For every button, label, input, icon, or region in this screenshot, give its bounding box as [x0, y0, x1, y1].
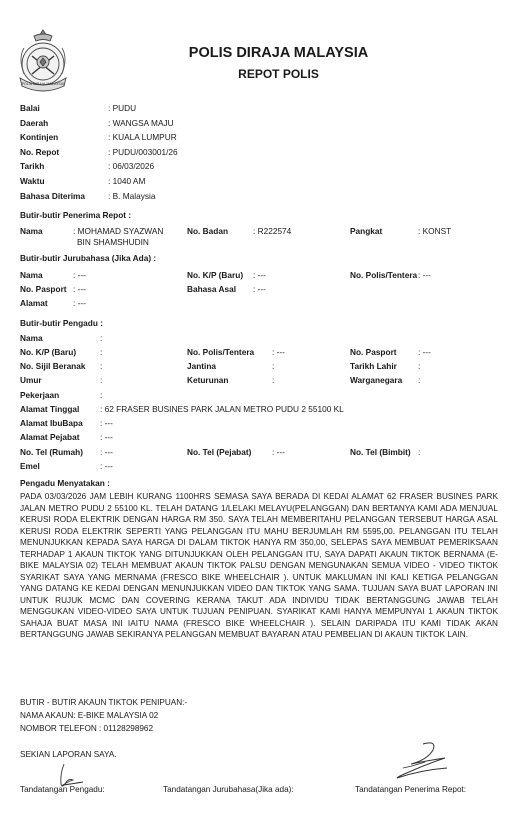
pengadu-keturunan-label: Keturunan: [187, 375, 229, 385]
penerima-nama-value: : MOHAMAD SYAZWAN: [73, 226, 164, 236]
pengadu-emel-label: Emel: [20, 461, 40, 471]
pengadu-kp-label: No. K/P (Baru): [20, 347, 77, 357]
pengadu-sijil-label: No. Sijil Beranak: [20, 361, 86, 371]
jurubahasa-pasport-value: : ---: [73, 284, 86, 294]
report-info-value: : PUDU: [108, 103, 137, 113]
report-info-value: : PUDU/003001/26: [108, 146, 178, 157]
report-info-label: Balai: [20, 103, 40, 113]
signature-label-penerima: Tandatangan Penerima Repot:: [355, 785, 467, 794]
jurubahasa-alamat-value: : ---: [73, 298, 86, 308]
penerima-badan-label: No. Badan: [187, 226, 229, 236]
jurubahasa-kp-value: : ---: [253, 270, 266, 280]
pengadu-lahir-value: :: [418, 361, 421, 371]
pengadu-warga-value: :: [418, 375, 421, 385]
pengadu-bimbit-value: :: [418, 447, 421, 457]
svg-text:POLIS DIRAJA MALAYSIA: POLIS DIRAJA MALAYSIA: [21, 82, 65, 86]
penerima-nama-value2: BIN SHAMSHUDIN: [77, 237, 149, 247]
section-heading-pengadu: Butir-butir Pengadu :: [20, 318, 103, 328]
jurubahasa-pasport-label: No. Pasport: [20, 284, 67, 294]
pengadu-sijil-value: :: [100, 361, 103, 371]
pengadu-nama-value: :: [100, 333, 103, 343]
pengadu-pejabat-label: Alamat Pejabat: [20, 432, 80, 442]
jurubahasa-nama-value: : ---: [73, 270, 86, 280]
pengadu-lahir-label: Tarikh Lahir: [350, 361, 397, 371]
penerima-badan-value: : R222574: [253, 226, 292, 236]
jurubahasa-alamat-label: Alamat: [20, 298, 48, 308]
pengadu-emel-value: : ---: [100, 461, 113, 471]
section-heading-jurubahasa: Butir-butir Jurubahasa (Jika Ada) :: [20, 253, 157, 263]
akaun-line-1: BUTIR - BUTIR AKAUN TIKTOK PENIPUAN:-: [20, 698, 188, 707]
statement-text: PADA 03/03/2026 JAM LEBIH KURANG 1100HRS SEMASA SAYA BERADA DI KEDAI ALAMAT 62 FRASER BUSINES PARK JALAN METRO PUDU 2 55100 KL. TELAH DATANG 1/LELAKI MELAYU(PELANGGAN) DAN BERTANYA KAMI ADA MENJUAL KERUSI RODA ELEKTRIK DENGAN HARGA RM 350. SAYA TELAH MEMBERITAHU PELANGGAN TERSEBUT HARGA ASAL KERUSI RODA ELEKTRIK SEPERTI YANG PELANGGAN ITU MAHU BERJUMLAH RM 5595,00. PELANGGAN ITU TELAH MENUNJUKKAN KEPADA SAYA HARGA DI DALAM TIKTOK HANYA RM 350,00, SELEPAS SAYA MEMBUAT PEMERIKSAAN TERHADAP 1 AKAUN TIKTOK YANG DITUNJUKKAN OLEH PELANGGAN ITU, SAYA DAPATI AKAUN TIKTOK BERNAMA (E-BIKE MALAYSIA 02) TELAH MEMBUAT AKAUN TIKTOK PALSU DENGAN MENGUNAKAN SEMUA VIDEO - VIDEO TIKTOK SYARIKAT SAYA YANG MERNAMA (FRESCO BIKE WHEELCHAIR ). UNTUK MAKLUMAN INI KALI KETIGA PELANGGAN YANG DATANG KE KEDAI DENGAN MENUNJUKKAN VIDEO DAN TIKTOK YANG SAMA. TUJUAN SAYA BUAT LAPORAN INI UNTUK RUJUK MCMC DAN COVERING KERANA TAKUT ADA INDIVIDU TIDAK BERTANGGUNG JAWAB TELAH MENGGUKAN VIDEO-VIDEO SAYA UNTUK TUJUAN PENIPUAN. SYARIKAT KAMI HANYA MEMPUNYAI 1 AKAUN TIKTOK SAHAJA BUAT MASA INI IAITU NAMA (FRESCO BIKE WHEELCHAIR ). SELAIN DARIPADA ITU KAMI TIDAK AKAN BERTANGGUNG JAWAB SEKIRANYA PELANGGAN MEMBUAT BAYARAN ATAU PEMBELIAN DI AKAUN TIKTOK LAIN.: [20, 492, 498, 639]
pengadu-telpejabat-value: : ---: [272, 447, 285, 457]
signature-label-jurubahasa: Tandatangan Jurubahasa(Jika ada):: [163, 785, 294, 794]
pengadu-kp-value: :: [100, 347, 103, 357]
jurubahasa-kp-label: No. K/P (Baru): [187, 270, 244, 280]
report-info-value: : KUALA LUMPUR: [108, 132, 177, 143]
pengadu-bimbit-label: No. Tel (Bimbit): [350, 447, 411, 457]
report-info-value: : B. Malaysia: [108, 190, 156, 201]
pengadu-pasport-label: No. Pasport: [350, 347, 397, 357]
penerima-nama-label: Nama: [20, 226, 43, 236]
jurubahasa-polis-label: No. Polis/Tentera: [350, 270, 418, 280]
police-crest-icon: [14, 26, 72, 98]
report-info-label: No. Repot: [20, 146, 60, 157]
statement-heading: Pengadu Menyatakan :: [20, 478, 110, 488]
section-heading-penerima: Butir-butir Penerima Repot :: [20, 210, 132, 220]
pengadu-pekerjaan-label: Pekerjaan: [20, 390, 60, 400]
pengadu-tinggal-label: Alamat Tinggal: [20, 404, 80, 414]
akaun-line-2: NAMA AKAUN: E-BIKE MALAYSIA 02: [20, 711, 159, 720]
pengadu-nama-label: Nama: [20, 333, 43, 343]
pengadu-keturunan-value: :: [272, 375, 275, 385]
report-info-label: Daerah: [20, 117, 49, 128]
pengadu-tinggal-value: : 62 FRASER BUSINES PARK JALAN METRO PUDU 2 55100 KL: [100, 404, 344, 414]
page-subtitle: REPOT POLIS: [238, 67, 319, 81]
pengadu-umur-value: :: [100, 375, 103, 385]
pengadu-rumah-value: : ---: [100, 447, 113, 457]
pengadu-ibubapa-value: : ---: [100, 418, 113, 428]
pengadu-umur-label: Umur: [20, 375, 42, 385]
jurubahasa-nama-label: Nama: [20, 270, 43, 280]
pengadu-warga-label: Warganegara: [350, 375, 403, 385]
report-info-label: Kontinjen: [20, 132, 59, 143]
pengadu-polis-label: No. Polis/Tentera: [187, 347, 255, 357]
signature-label-pengadu: Tandatangan Pengadu:: [20, 785, 105, 794]
jurubahasa-bahasa-value: : ---: [253, 284, 266, 294]
akaun-line-3: NOMBOR TELEFON : 01128298962: [20, 724, 154, 733]
pengadu-polis-value: : ---: [272, 347, 285, 357]
page-title: POLIS DIRAJA MALAYSIA: [188, 45, 369, 61]
pengadu-pejabat-value: : ---: [100, 432, 113, 442]
pengadu-ibubapa-label: Alamat IbuBapa: [20, 418, 83, 428]
penerima-pangkat-label: Pangkat: [350, 226, 383, 236]
report-info-value: : 1040 AM: [108, 176, 146, 186]
signature-penerima: [385, 738, 455, 788]
pengadu-telpejabat-label: No. Tel (Pejabat): [187, 447, 252, 457]
report-info-label: Bahasa Diterima: [20, 190, 86, 201]
penerima-pangkat-value: : KONST: [418, 226, 452, 236]
closing-text: SEKIAN LAPORAN SAYA.: [20, 750, 117, 759]
pengadu-pekerjaan-value: :: [100, 390, 103, 400]
report-info-value: : 06/03/2026: [108, 161, 155, 172]
report-info-label: Waktu: [20, 176, 45, 186]
jurubahasa-bahasa-label: Bahasa Asal: [187, 284, 237, 294]
report-info-value: : WANGSA MAJU: [108, 117, 174, 128]
report-info-label: Tarikh: [20, 161, 45, 172]
pengadu-pasport-value: : ---: [418, 347, 431, 357]
pengadu-rumah-label: No. Tel (Rumah): [20, 447, 83, 457]
pengadu-jantina-value: :: [272, 361, 275, 371]
pengadu-jantina-label: Jantina: [187, 361, 217, 371]
jurubahasa-polis-value: : ---: [418, 270, 431, 280]
